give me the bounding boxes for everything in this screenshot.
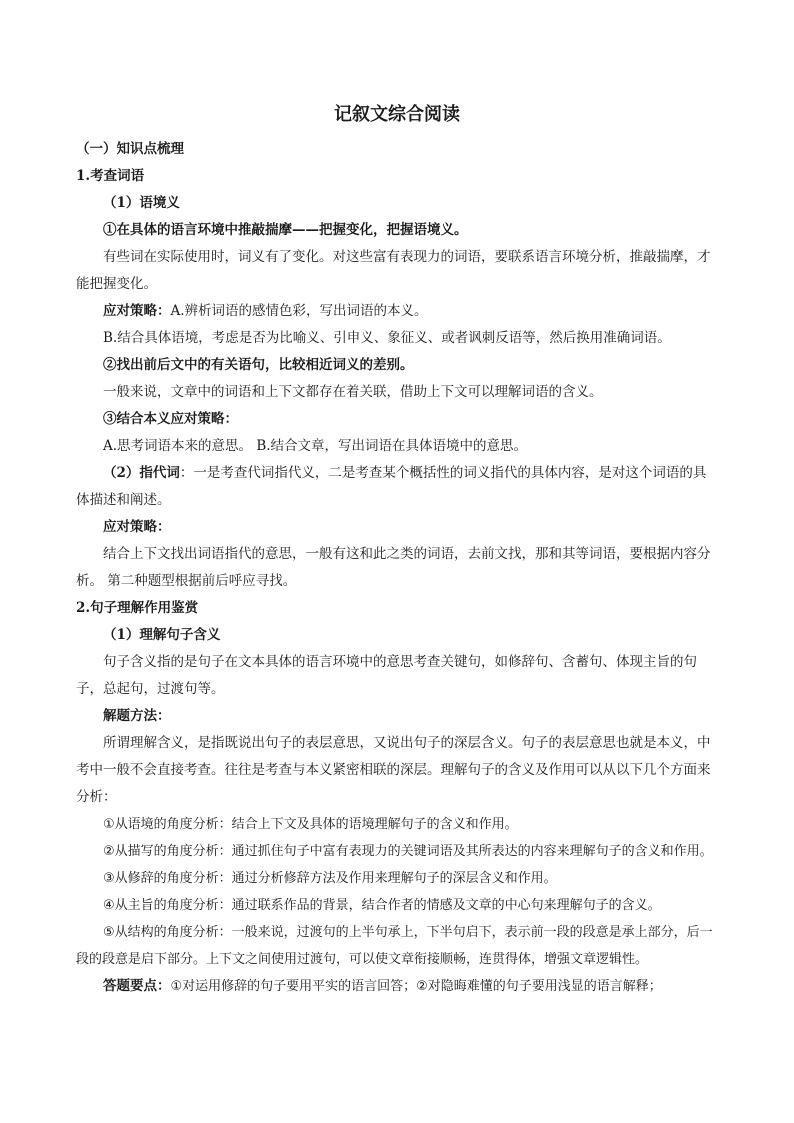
heading-1-2-text: ：一是考查代词指代义，二是考查某个概括性的词义指代的具体内容，是对这个词语的具体描述和阐述。	[76, 465, 707, 508]
method-3: ③从修辞的角度分析：通过分析修辞方法及作用来理解句子的深层含义和作用。	[103, 871, 557, 886]
paragraph-7: 所谓理解含义，是指既说出句子的表层意思，又说出句子的深层含义。句子的表层意思也就是本义，中考中一般不会直接考查。往往是考查与本义紧密相联的深层。理解句子的含义及作用可以从以下几个方面来分析：	[76, 735, 711, 805]
method-5: ⑤从结构的角度分析：一般来说，过渡句的上半句承上，下半句启下，表示前一段的段意是承上部分，后一段的段意是启下部分。上下文之间使用过渡句，可以使文章衔接顺畅，连贯得体，增强文章逻辑性。	[76, 925, 713, 967]
heading-1: 1.考查词语	[76, 168, 145, 184]
section-heading: （一）知识点梳理	[76, 141, 184, 157]
paragraph-4: A.思考词语本来的意思。 B.结合文章，写出词语在具体语境中的意思。	[103, 438, 528, 454]
point-1-1-1: ①在具体的语言环境中推敲揣摩——把握变化，把握语境义。	[103, 222, 468, 238]
method-4: ④从主旨的角度分析：通过联系作品的背景，结合作者的情感及文章的中心句来理解句子的含义。	[103, 898, 661, 913]
heading-2-1: （1）理解句子含义	[103, 627, 221, 643]
strategy-1	[76, 298, 718, 325]
method-1: ①从语境的角度分析：结合上下文及具体的语境理解句子的含义和作用。	[103, 817, 518, 832]
method-label: 解题方法：	[103, 708, 171, 724]
paragraph-6: 句子含义指的是句子在文本具体的语言环境中的意思考查关键句，如修辞句、含蓄句、体现主旨的句子，总起句，过渡句等。	[76, 654, 697, 697]
strategy-1-text: A.辨析词语的感情色彩，写出词语的本义。	[170, 303, 428, 319]
method-2: ②从描写的角度分析：通过抓住句子中富有表现力的关键词语及其所表达的内容来理解句子的含义和作用。	[103, 844, 713, 859]
paragraph-3: 一般来说，文章中的词语和上下文都存在着关联，借助上下文可以理解词语的含义。	[103, 384, 603, 400]
heading-1-1: （1）语境义	[103, 195, 180, 211]
page-title: 记叙文综合阅读	[334, 104, 460, 125]
paragraph-2: B.结合具体语境，考虑是否为比喻义、引申义、象征义、或者讽刺反语等，然后换用准确词语。	[103, 330, 671, 346]
point-1-1-2: ②找出前后文中的有关语句，比较相近词义的差别。	[103, 357, 414, 373]
point-1-1-3: ③结合本义应对策略：	[103, 411, 238, 427]
key-points	[76, 973, 718, 1000]
paragraph-5: 结合上下文找出词语指代的意思，一般有这和此之类的词语，去前文找，那和其等词语，要根据内容分析。 第二种题型根据前后呼应寻找。	[76, 546, 711, 589]
heading-1-2	[76, 460, 718, 514]
key-points-label: 答题要点：	[103, 978, 171, 994]
key-points-text: ①对运用修辞的句子要用平实的语言回答；②对隐晦难懂的句子要用浅显的语言解释；	[170, 979, 662, 994]
heading-2: 2.句子理解作用鉴赏	[76, 600, 199, 616]
heading-1-2-label: （2）指代词	[103, 465, 180, 481]
strategy-1-label: 应对策略：	[103, 303, 171, 319]
strategy-2-label: 应对策略：	[103, 519, 171, 535]
paragraph-1: 有些词在实际使用时，词义有了变化。对这些富有表现力的词语，要联系语言环境分析，推敲揣摩，才能把握变化。	[76, 249, 711, 292]
